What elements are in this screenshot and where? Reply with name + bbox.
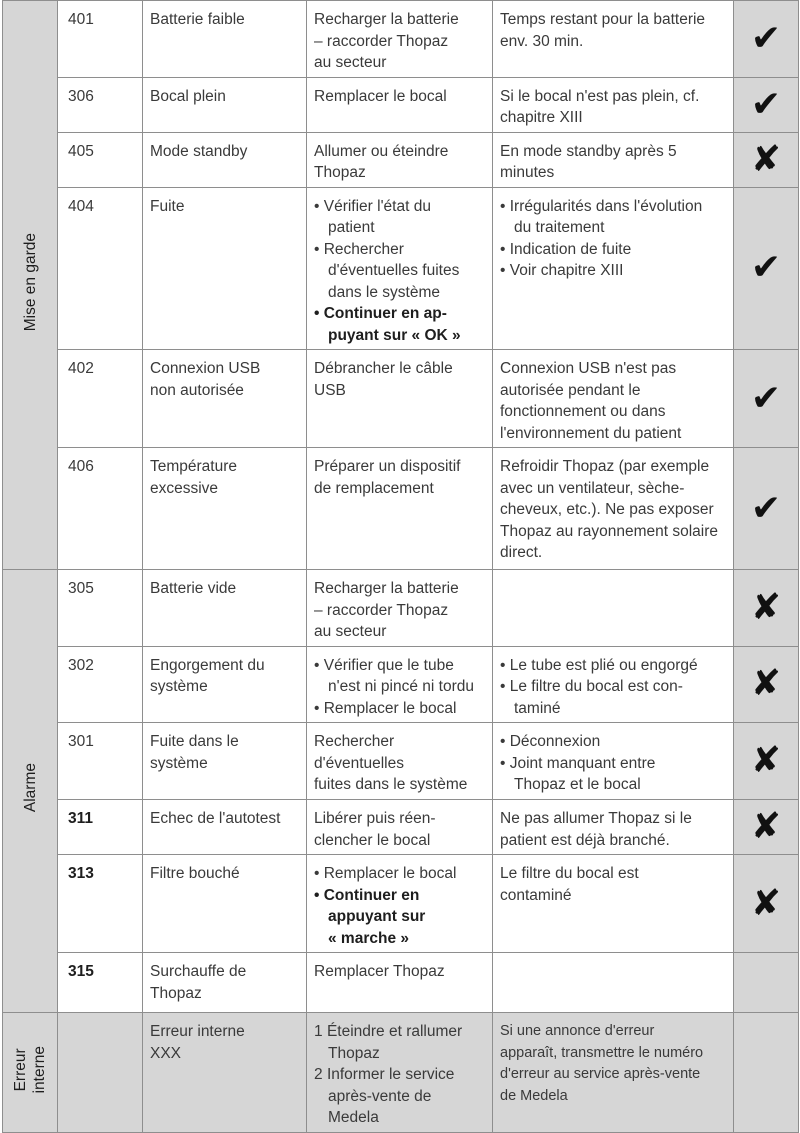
- error-code: 406: [58, 448, 143, 570]
- error-action: Recharger la batterie – raccorder Thopaz au secteur: [307, 1, 493, 78]
- list-item: • Vérifier que le tube n'est ni pincé ni tordu: [314, 655, 486, 698]
- error-cause: [493, 646, 734, 723]
- error-description: Mode standby: [143, 132, 307, 187]
- error-cause: [493, 187, 734, 350]
- error-description: Fuite dans le système: [143, 723, 307, 800]
- list-item: 1 Éteindre et rallumer Thopaz: [314, 1023, 463, 1062]
- error-cause: [493, 570, 734, 647]
- check-icon: [734, 77, 799, 132]
- error-description: Bocal plein: [143, 77, 307, 132]
- group-label-erreur-interne: Erreur interne: [3, 1013, 58, 1133]
- error-action: Remplacer Thopaz: [307, 953, 493, 1013]
- table-row: [3, 1, 799, 78]
- list-item: • Continuer en ap- puyant sur « OK »: [314, 303, 486, 346]
- list-item: • Vérifier l'état du patient: [314, 196, 486, 239]
- table-row: [3, 953, 799, 1013]
- list-item: • Continuer en appuyant sur « marche »: [314, 885, 486, 950]
- error-code: [58, 1013, 143, 1133]
- error-description: Température excessive: [143, 448, 307, 570]
- error-description: Echec de l'autotest: [143, 800, 307, 855]
- error-cause: Temps restant pour la batterie env. 30 min.: [493, 1, 734, 78]
- error-action: Remplacer le bocal: [307, 77, 493, 132]
- error-code: 306: [58, 77, 143, 132]
- check-icon: [734, 350, 799, 448]
- list-item: • Remplacer le bocal: [314, 863, 486, 885]
- error-action: Recharger la batterie – raccorder Thopaz au secteur: [307, 570, 493, 647]
- error-code: 305: [58, 570, 143, 647]
- error-action: [307, 855, 493, 953]
- error-cause: Si une annonce d'erreur apparaît, transmettre le numéro d'erreur au service après-vente de Medela: [493, 1013, 734, 1133]
- check-icon: [734, 187, 799, 350]
- error-action: Débrancher le câble USB: [307, 350, 493, 448]
- cross-icon: [734, 570, 799, 647]
- table-row: [3, 570, 799, 647]
- error-table: [2, 0, 799, 1133]
- error-description: Surchauffe de Thopaz: [143, 953, 307, 1013]
- error-code: 405: [58, 132, 143, 187]
- error-description: Engorgement du système: [143, 646, 307, 723]
- group-label-mise-en-garde: Mise en garde: [3, 1, 58, 570]
- list-item: • Voir chapitre XIII: [500, 260, 727, 282]
- error-cause: Le filtre du bocal est contaminé: [493, 855, 734, 953]
- error-action: Libérer puis réen- clencher le bocal: [307, 800, 493, 855]
- error-code: 301: [58, 723, 143, 800]
- empty-mark-cell: [734, 953, 799, 1013]
- error-action: Allumer ou éteindre Thopaz: [307, 132, 493, 187]
- cross-icon: [734, 646, 799, 723]
- check-icon: [734, 1, 799, 78]
- empty-mark-cell: [734, 1013, 799, 1133]
- cross-icon: [734, 855, 799, 953]
- table-row: [3, 77, 799, 132]
- error-action: Rechercher d'éventuelles fuites dans le système: [307, 723, 493, 800]
- list-item: • Irrégularités dans l'évolution du traitement: [500, 196, 727, 239]
- error-code: 302: [58, 646, 143, 723]
- list-item: • Rechercher d'éventuelles fuites dans le système: [314, 239, 486, 304]
- error-description: Batterie faible: [143, 1, 307, 78]
- list-item: 2 Informer le service après-vente de Medela: [314, 1066, 455, 1126]
- error-code: 401: [58, 1, 143, 78]
- cross-icon: [734, 132, 799, 187]
- table-row: [3, 350, 799, 448]
- list-item: • Le filtre du bocal est con- taminé: [500, 676, 727, 719]
- error-code: 404: [58, 187, 143, 350]
- error-cause: En mode standby après 5 minutes: [493, 132, 734, 187]
- list-item: • Joint manquant entre Thopaz et le bocal: [500, 753, 727, 796]
- error-action: [307, 187, 493, 350]
- list-item: • Indication de fuite: [500, 239, 727, 261]
- error-cause: [493, 953, 734, 1013]
- check-icon: [734, 448, 799, 570]
- list-item: • Déconnexion: [500, 731, 727, 753]
- table-row: [3, 132, 799, 187]
- table-row: [3, 800, 799, 855]
- error-cause: Si le bocal n'est pas plein, cf. chapitre XIII: [493, 77, 734, 132]
- error-code: 311: [58, 800, 143, 855]
- cross-icon: [734, 800, 799, 855]
- error-cause: Connexion USB n'est pas autorisée pendant le fonctionnement ou dans l'environnement du patient: [493, 350, 734, 448]
- error-code: 402: [58, 350, 143, 448]
- error-cause: Ne pas allumer Thopaz si le patient est déjà branché.: [493, 800, 734, 855]
- table-row: [3, 187, 799, 350]
- error-cause: [493, 723, 734, 800]
- table-row: [3, 855, 799, 953]
- error-description: Filtre bouché: [143, 855, 307, 953]
- cross-icon: [734, 723, 799, 800]
- error-description: Erreur interne XXX: [143, 1013, 307, 1133]
- table-row: [3, 1013, 799, 1133]
- list-item: • Remplacer le bocal: [314, 698, 486, 720]
- table-row: [3, 723, 799, 800]
- error-description: Connexion USB non autorisée: [143, 350, 307, 448]
- table-row: [3, 646, 799, 723]
- group-label-alarme: Alarme: [3, 570, 58, 1013]
- error-description: Batterie vide: [143, 570, 307, 647]
- error-cause: Refroidir Thopaz (par exemple avec un ventilateur, sèche- cheveux, etc.). Ne pas exposer Thopaz au rayonnement solaire direct.: [493, 448, 734, 570]
- error-action: [307, 646, 493, 723]
- table-row: [3, 448, 799, 570]
- error-code: 315: [58, 953, 143, 1013]
- error-description: Fuite: [143, 187, 307, 350]
- error-action: [307, 1013, 493, 1133]
- error-action: Préparer un dispositif de remplacement: [307, 448, 493, 570]
- list-item: • Le tube est plié ou engorgé: [500, 655, 727, 677]
- error-code: 313: [58, 855, 143, 953]
